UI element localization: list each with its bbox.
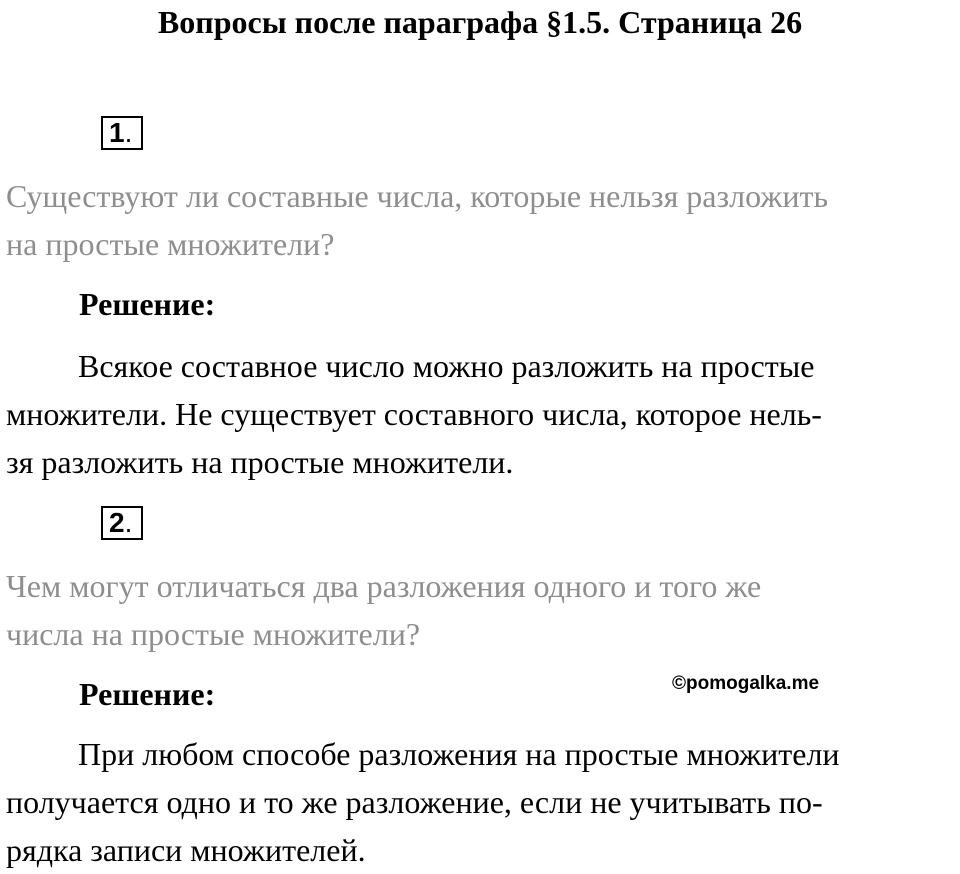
answer-line: Всякое составное число можно разложить на простые bbox=[78, 348, 815, 384]
question-text-1 bbox=[6, 172, 956, 268]
question-number-value: 1 bbox=[109, 117, 125, 148]
question-number-value: 2 bbox=[109, 507, 125, 538]
question-line: Чем могут отличаться два разложения одного и того же bbox=[6, 568, 762, 604]
watermark: ©pomogalka.me bbox=[672, 673, 820, 694]
question-number-1 bbox=[101, 116, 143, 150]
solution-label-1: Решение: bbox=[79, 286, 216, 322]
question-line: Существуют ли составные числа, которые нельзя разложить bbox=[6, 178, 829, 214]
question-number-suffix: . bbox=[124, 117, 133, 148]
page-title: Вопросы после параграфа §1.5. Страница 26 bbox=[157, 4, 803, 40]
question-line: числа на простые множители? bbox=[6, 616, 421, 652]
answer-text-2 bbox=[6, 730, 956, 874]
question-line: на простые множители? bbox=[6, 226, 335, 262]
question-text-2 bbox=[6, 562, 956, 658]
solution-label-2: Решение: bbox=[79, 676, 216, 712]
answer-text-1 bbox=[6, 342, 956, 486]
question-number-2 bbox=[101, 506, 143, 540]
answer-line: получается одно и то же разложение, если не учитывать по- bbox=[6, 784, 823, 820]
answer-line: При любом способе разложения на простые множители bbox=[78, 736, 840, 772]
answer-line: зя разложить на простые множители. bbox=[6, 444, 514, 480]
answer-line: рядка записи множителей. bbox=[6, 832, 366, 868]
question-number-suffix: . bbox=[124, 507, 133, 538]
answer-line: множители. Не существует составного числа, которое нель- bbox=[6, 396, 822, 432]
